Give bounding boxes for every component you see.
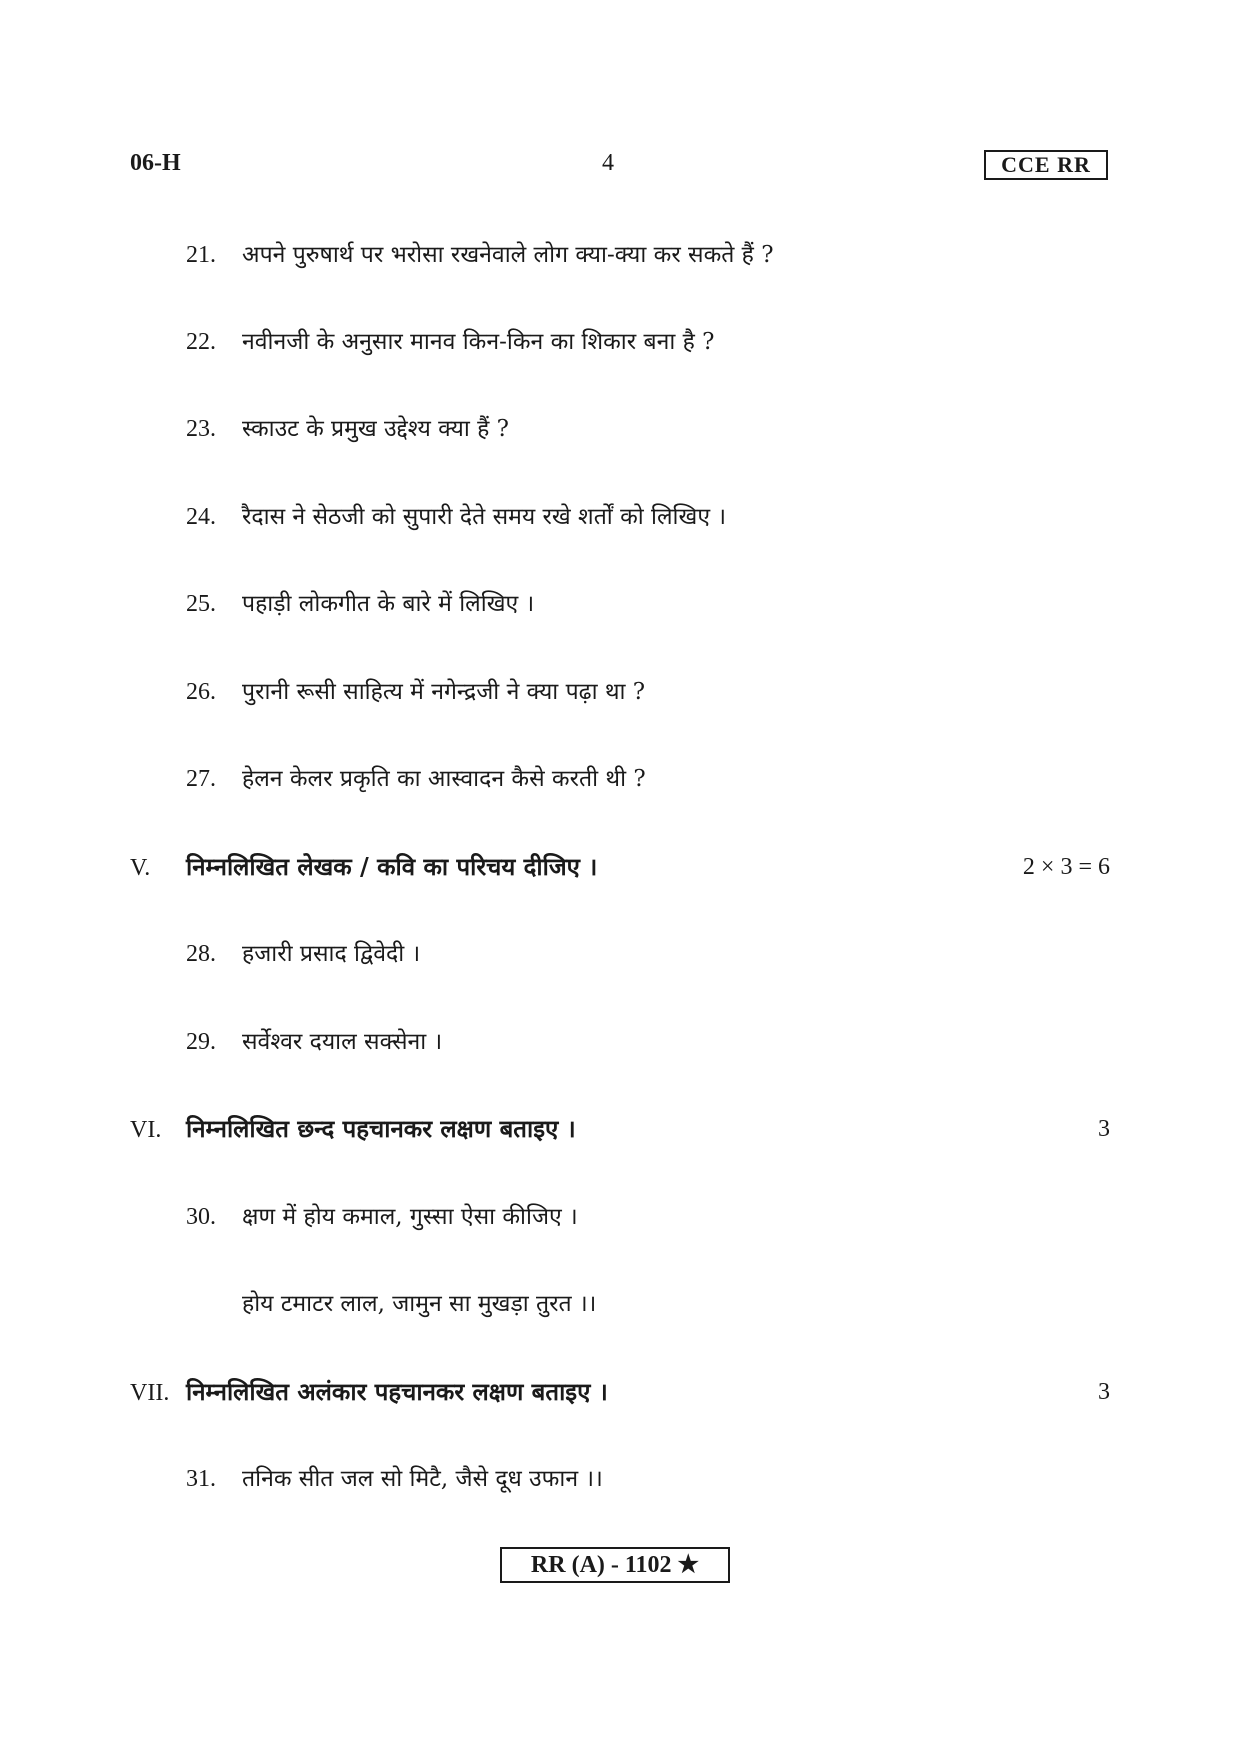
question-21	[186, 240, 774, 270]
page-number: 4	[602, 150, 614, 176]
section-marks: 3	[1098, 1116, 1110, 1142]
verse-line-1: क्षण में होय कमाल, गुस्सा ऐसा कीजिए ।	[242, 1204, 578, 1230]
section-title: निम्नलिखित लेखक / कवि का परिचय दीजिए ।	[186, 852, 598, 881]
section-v-heading	[130, 852, 1110, 883]
question-number: 23.	[186, 416, 216, 442]
question-number: 26.	[186, 679, 216, 705]
question-30	[186, 1202, 578, 1232]
question-25	[186, 589, 534, 619]
question-number: 30.	[186, 1204, 216, 1230]
question-text: पुरानी रूसी साहित्य में नगेन्द्रजी ने क्या पढ़ा था ?	[242, 679, 646, 705]
section-marks: 3	[1098, 1379, 1110, 1405]
question-number: 21.	[186, 242, 216, 268]
question-24	[186, 502, 726, 532]
question-number: 25.	[186, 591, 216, 617]
question-23	[186, 414, 509, 444]
section-title: निम्नलिखित अलंकार पहचानकर लक्षण बताइए ।	[186, 1377, 608, 1406]
question-text: सर्वेश्वर दयाल सक्सेना ।	[242, 1029, 443, 1055]
question-number: 29.	[186, 1029, 216, 1055]
verse-line-2: होय टमाटर लाल, जामुन सा मुखड़ा तुरत ।।	[242, 1291, 597, 1317]
question-text: अपने पुरुषार्थ पर भरोसा रखनेवाले लोग क्या-क्या कर सकते हैं ?	[242, 242, 774, 268]
question-text: हेलन केलर प्रकृति का आस्वादन कैसे करती थी ?	[242, 766, 646, 792]
question-text: तनिक सीत जल सो मिटै, जैसे दूध उफान ।।	[242, 1466, 603, 1492]
question-number: 22.	[186, 329, 216, 355]
section-number: VII.	[130, 1380, 170, 1406]
question-text: हजारी प्रसाद द्विवेदी ।	[242, 941, 421, 967]
question-26	[186, 677, 645, 707]
footer-code-box: RR (A) - 1102 ★	[500, 1547, 730, 1583]
question-31	[186, 1464, 603, 1494]
question-text: स्काउट के प्रमुख उद्देश्य क्या हैं ?	[242, 416, 509, 442]
question-number: 24.	[186, 504, 216, 530]
question-29	[186, 1027, 442, 1057]
question-text: नवीनजी के अनुसार मानव किन-किन का शिकार बना है ?	[242, 329, 715, 355]
section-title: निम्नलिखित छन्द पहचानकर लक्षण बताइए ।	[186, 1114, 576, 1143]
question-text: पहाड़ी लोकगीत के बारे में लिखिए ।	[242, 591, 535, 617]
section-vi-heading	[130, 1114, 1110, 1145]
question-27	[186, 764, 646, 794]
question-number: 27.	[186, 766, 216, 792]
series-box: CCE RR	[984, 150, 1108, 180]
question-text: रैदास ने सेठजी को सुपारी देते समय रखे शर्तों को लिखिए ।	[242, 504, 727, 530]
section-marks: 2 × 3 = 6	[1022, 854, 1110, 880]
paper-code: 06-H	[130, 150, 181, 176]
question-28	[186, 939, 420, 969]
section-number: VI.	[130, 1117, 162, 1143]
section-number: V.	[130, 855, 151, 881]
question-number: 28.	[186, 941, 216, 967]
question-22	[186, 327, 714, 357]
section-vii-heading	[130, 1377, 1110, 1408]
question-number: 31.	[186, 1466, 216, 1492]
